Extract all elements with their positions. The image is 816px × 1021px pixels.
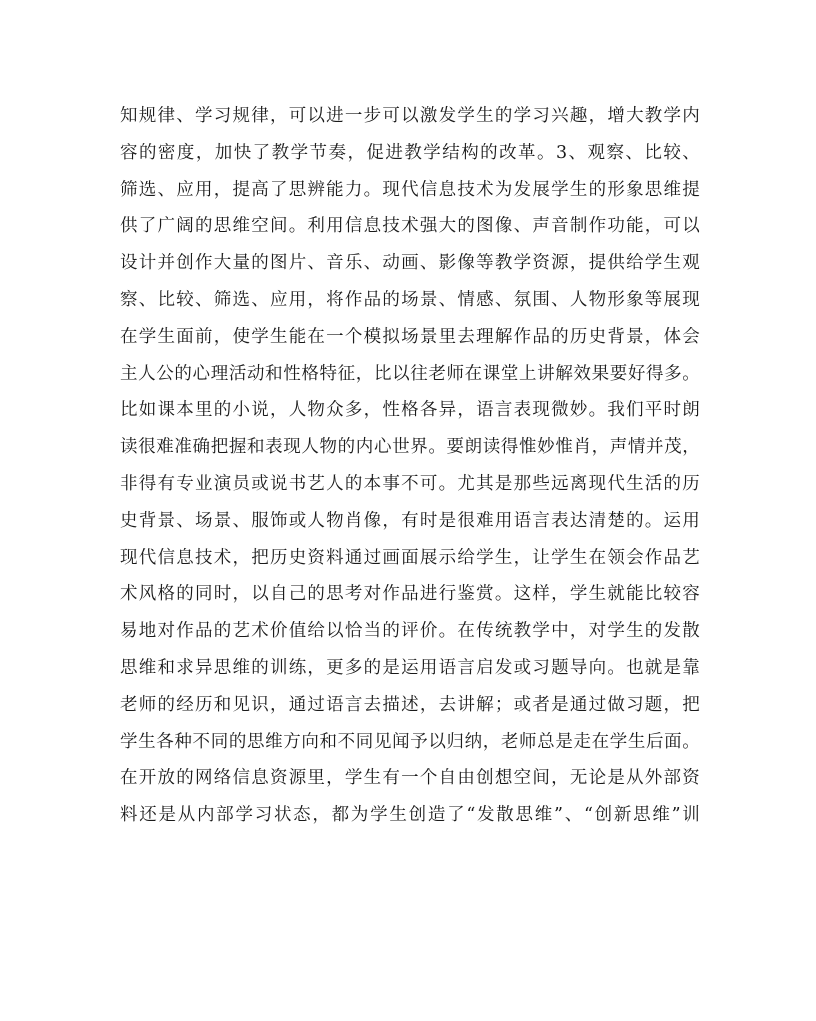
text-line: 学生各种不同的思维方向和不同见闻予以归纳，老师总是走在学生后面。 [120, 731, 700, 752]
text-line: 非得有专业演员或说书艺人的本事不可。尤其是那些远离现代生活的历 [120, 473, 700, 494]
text-line: 在开放的网络信息资源里，学生有一个自由创想空间，无论是从外部资 [120, 768, 700, 789]
text-line: 读很难准确把握和表现人物的内心世界。要朗读得惟妙惟肖，声情并茂， [120, 437, 700, 458]
text-line: 察、比较、筛选、应用，将作品的场景、情感、氛围、人物形象等展现 [120, 289, 700, 310]
text-line: 在学生面前，使学生能在一个模拟场景里去理解作品的历史背景，体会 [120, 326, 700, 347]
text-line: 知规律、学习规律，可以进一步可以激发学生的学习兴趣，增大教学内 [120, 106, 700, 126]
text-line: 供了广阔的思维空间。利用信息技术强大的图像、声音制作功能，可以 [120, 216, 700, 237]
text-line: 思维和求异思维的训练，更多的是运用语言启发或习题导向。也就是靠 [120, 657, 700, 678]
text-line: 易地对作品的艺术价值给以恰当的评价。在传统教学中，对学生的发散 [120, 621, 700, 642]
text-line: 术风格的同时，以自己的思考对作品进行鉴赏。这样，学生就能比较容 [120, 584, 700, 605]
text-line: 设计并创作大量的图片、音乐、动画、影像等教学资源，提供给学生观 [120, 253, 700, 274]
text-line: 容的密度，加快了教学节奏，促进教学结构的改革。3、观察、比较、 [120, 142, 700, 163]
text-line: 主人公的心理活动和性格特征，比以往老师在课堂上讲解效果要好得多。 [120, 363, 700, 384]
body-text [120, 98, 700, 834]
text-line: 史背景、场景、服饰或人物肖像，有时是很难用语言表达清楚的。运用 [120, 510, 700, 531]
text-line: 现代信息技术，把历史资料通过画面展示给学生，让学生在领会作品艺 [120, 547, 700, 568]
text-line: 老师的经历和见识，通过语言去描述，去讲解；或者是通过做习题，把 [120, 694, 700, 715]
text-line: 比如课本里的小说，人物众多，性格各异，语言表现微妙。我们平时朗 [120, 400, 700, 421]
text-line: 筛选、应用，提高了思辨能力。现代信息技术为发展学生的形象思维提 [120, 179, 700, 200]
text-line: 料还是从内部学习状态，都为学生创造了“发散思维”、“创新思维”训 [120, 805, 700, 826]
